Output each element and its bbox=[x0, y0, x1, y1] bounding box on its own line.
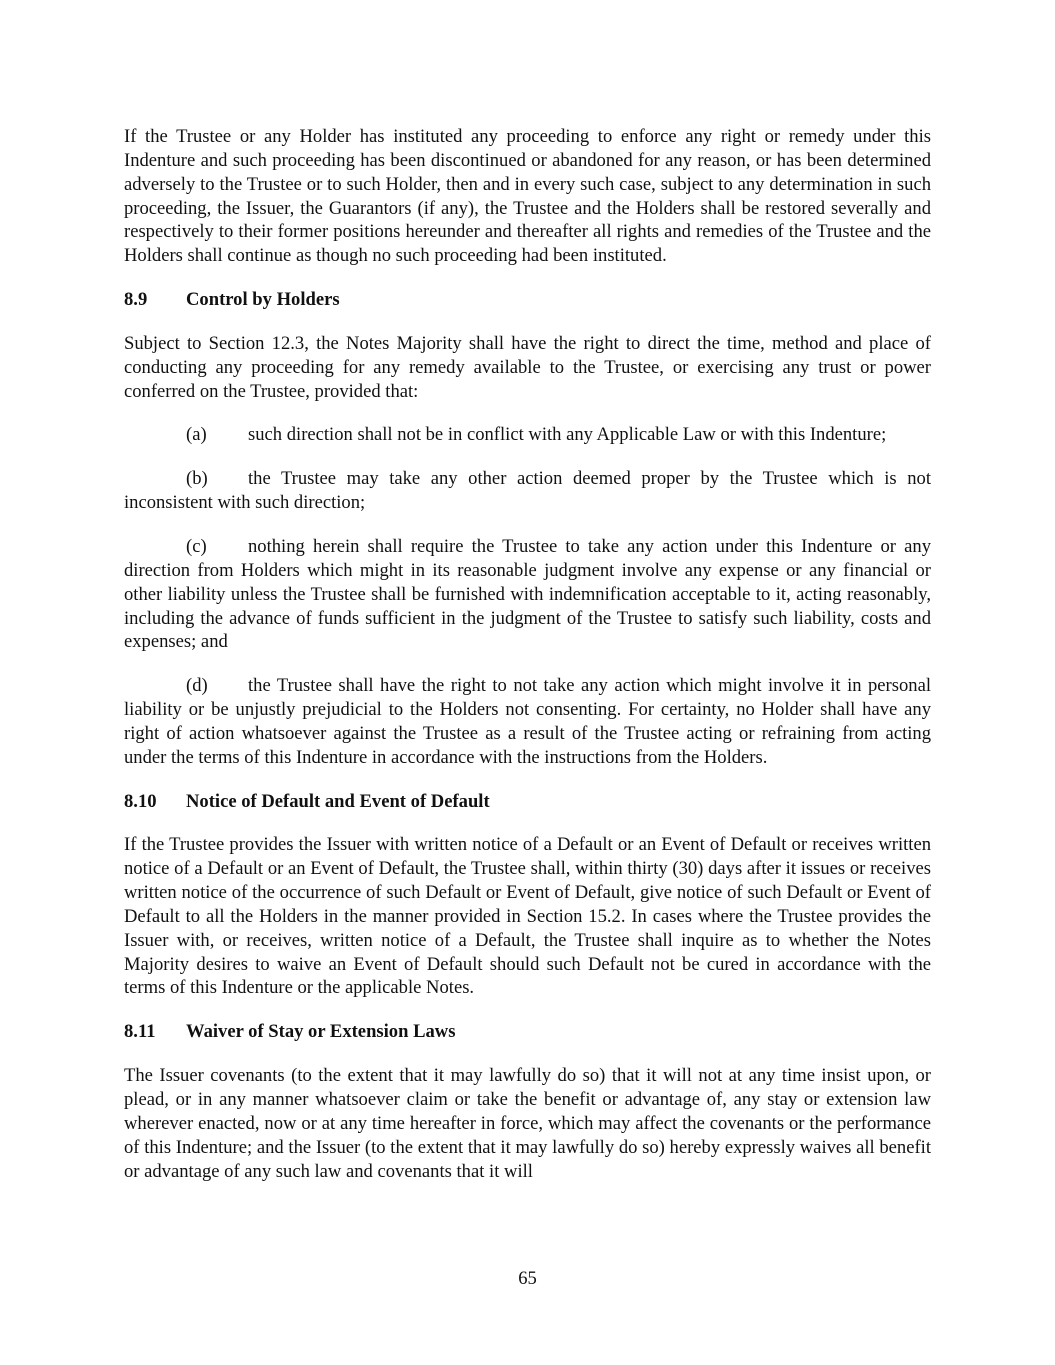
section-8-10-body: If the Trustee provides the Issuer with written notice of a Default or an Event of Default or receives written notice of a Default or an Event of Default, the Trustee shall, within thirty (30) days after it issues or receives written notice of the occurrence of such Default or Event of Default, give notice of such Default or Event of Default to all the Holders in the manner provided in Section 15.2. In cases where the Trustee provides the Issuer with, or receives, written notice of a Default, the Trustee shall inquire as to whether the Notes Majority desires to waive an Event of Default should such Default not be cured in accordance with the terms of this Indenture or the applicable Notes. bbox=[124, 834, 931, 999]
section-heading-8-10 bbox=[124, 790, 931, 814]
item-text: the Trustee may take any other action deemed proper by the Trustee which is not inconsistent with such direction; bbox=[124, 468, 931, 514]
item-text: the Trustee shall have the right to not take any action which might involve it in personal liability or be unjustly prejudicial to the Holders not consenting. For certainty, no Holder shall have any right of action whatsoever against the Trustee as a result of the Trustee acting or refraining from acting under the terms of this Indenture in accordance with the instructions from the Holders. bbox=[124, 675, 931, 768]
section-heading-8-9 bbox=[124, 288, 931, 312]
section-title: Notice of Default and Event of Default bbox=[186, 790, 490, 812]
section-8-11-body: The Issuer covenants (to the extent that it may lawfully do so) that it will not at any time insist upon, or plead, or in any manner whatsoever claim or take the benefit or advantage of, any stay or extension law wherever enacted, now or at any time hereafter in force, which may affect the covenants or the performance of this Indenture; and the Issuer (to the extent that it may lawfully do so) hereby expressly waives all benefit or advantage of any such law and covenants that it will bbox=[124, 1065, 931, 1182]
item-label: (b) bbox=[186, 468, 208, 490]
item-text: nothing herein shall require the Trustee to take any action under this Indenture or any direction from Holders which might in its reasonable judgment involve any expense or any financial or other liability unless the Trustee shall be furnished with indemnification acceptable to it, acting reasonably, including the advance of funds sufficient in the judgment of the Trustee to satisfy such liability, costs and expenses; and bbox=[124, 535, 931, 653]
section-heading-8-11 bbox=[124, 1020, 931, 1044]
list-item-c bbox=[124, 535, 931, 654]
item-label: (a) bbox=[186, 424, 207, 446]
section-title: Control by Holders bbox=[186, 289, 340, 311]
item-text: such direction shall not be in conflict with any Applicable Law or with this Indenture; bbox=[248, 424, 887, 446]
list-item-d bbox=[124, 674, 931, 769]
list-item-b bbox=[124, 467, 931, 515]
section-title: Waiver of Stay or Extension Laws bbox=[186, 1021, 456, 1043]
list-item-a bbox=[124, 423, 931, 447]
page-number: 65 bbox=[518, 1268, 537, 1289]
section-number: 8.11 bbox=[124, 1021, 156, 1043]
intro-paragraph: If the Trustee or any Holder has instituted any proceeding to enforce any right or remedy under this Indenture and such proceeding has been discontinued or abandoned for any reason, or has been determined adversely to the Trustee or to such Holder, then and in every such case, subject to any determination in such proceeding, the Issuer, the Guarantors (if any), the Trustee and the Holders shall be restored severally and respectively to their former positions hereunder and thereafter all rights and remedies of the Trustee and the Holders shall continue as though no such proceeding had been instituted. bbox=[124, 126, 931, 267]
document-page bbox=[124, 125, 931, 1183]
section-8-9-body: Subject to Section 12.3, the Notes Majority shall have the right to direct the time, method and place of conducting any proceeding for any remedy available to the Trustee, or exercising any trust or power conferred on the Trustee, provided that: bbox=[124, 332, 931, 402]
item-label: (d) bbox=[186, 675, 208, 697]
section-number: 8.9 bbox=[124, 289, 148, 311]
section-number: 8.10 bbox=[124, 790, 157, 812]
item-label: (c) bbox=[186, 535, 207, 557]
